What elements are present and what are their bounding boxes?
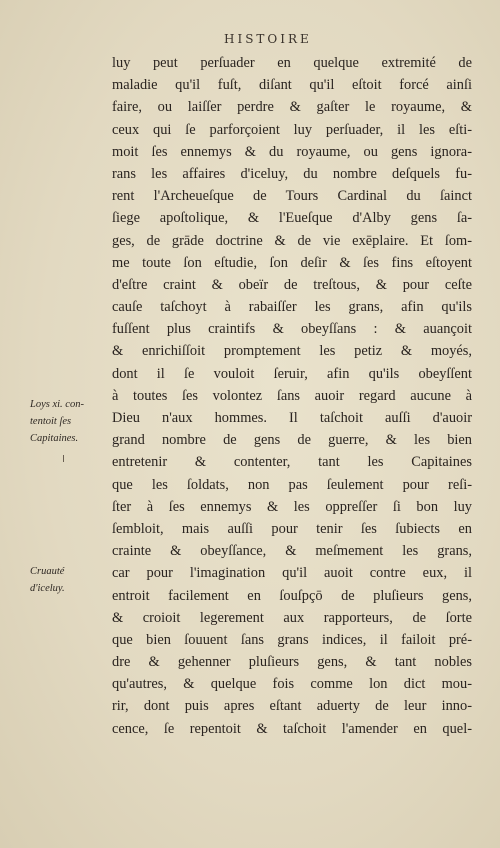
text-line: & croioit legerement aux rapporteurs, de ſorte	[112, 609, 472, 626]
text-line: Dieu n'aux hommes. Il taſchoit auſſi d'auoir	[112, 410, 472, 426]
text-line: car pour l'imagination qu'il auoit contre eux, il	[112, 565, 472, 582]
margin-note-line: Capitaines.	[30, 433, 79, 444]
text-line: rans les affaires d'iceluy, du nombre deſquels fu-	[112, 165, 472, 182]
text-line: cence, ſe repentoit & taſchoit l'amender en quel-	[112, 720, 472, 737]
text-line: dont il ſe vouloit ſeruir, afin qu'ils obeyſſent	[112, 365, 472, 382]
text-line: à toutes ſes volontez ſans auoir regard aucune à	[112, 387, 472, 404]
text-line: que les ſoldats, non pas ſeulement pour reſi-	[112, 476, 472, 493]
text-line: que bien ſouuent ſans grans indices, il failoit pré-	[112, 631, 472, 648]
text-line: grand nombre de gens de guerre, & les bien	[112, 432, 472, 449]
text-line: d'eſtre craint & obeïr de treſtous, & pour ceſte	[112, 276, 472, 293]
text-line: entretenir & contenter, tant les Capitaines	[112, 454, 472, 471]
text-line: maladie qu'il fuſt, diſant qu'il eſtoit forcé ainſi	[112, 77, 472, 94]
text-line: qu'autres, & quelque fois comme lon dict mou-	[112, 676, 472, 693]
text-line: ſembloit, mais auſſi pour tenir ſes ſubiects en	[112, 520, 472, 537]
margin-note-line: Cruauté	[30, 566, 65, 577]
text-line: entroit facilement en ſouſpçō de pluſieurs gens,	[112, 587, 472, 604]
text-line: ges, de grāde doctrine & de vie exēplaire. Et ſom-	[112, 232, 472, 249]
margin-note-capitaines	[30, 396, 108, 447]
text-line: faire, ou laiſſer perdre & gaſter le royaume, &	[112, 99, 472, 116]
margin-note-line: d'iceluy.	[30, 583, 65, 594]
text-line: rir, dont puis apres eſtant aduerty de leur inno-	[112, 698, 472, 715]
text-line: ceux qui ſe parforçoient luy perſuader, il les eſti-	[112, 121, 472, 138]
text-line: me toute ſon eſtudie, ſon deſir & ſes fins eſtoyent	[112, 254, 472, 271]
text-line: luy peut perſuader en quelque extremité de	[112, 55, 472, 71]
text-line: moit ſes ennemys & du royaume, ou gens ignora-	[112, 143, 472, 160]
margin-note-cruaute	[30, 563, 108, 597]
text-line: dre & gehenner pluſieurs gens, & tant nobles	[112, 654, 472, 671]
text-line: ſter à ſes ennemys & les oppreſſer ſi bon luy	[112, 498, 472, 515]
text-line: crainte & obeyſſance, & meſmement les grans,	[112, 543, 472, 560]
running-title: HISTOIRE	[224, 32, 312, 46]
margin-note-line: Loys xi. con-	[30, 399, 84, 410]
text-line: fuſſent plus craintifs & obeyſſans : & auançoit	[112, 321, 472, 338]
margin-note-line: tentoit ſes	[30, 416, 72, 427]
text-line: rent l'Archeueſque de Tours Cardinal du ſainct	[112, 188, 472, 205]
margin-mark	[63, 455, 64, 462]
text-line: ſiege apoſtolique, & l'Eueſque d'Alby gens ſa-	[112, 210, 472, 227]
main-text-block	[112, 52, 472, 740]
text-line: cauſe taſchoyt à rabaiſſer les grans, afin qu'ils	[112, 299, 472, 316]
text-line: & enrichiſſoit promptement les petiz & moyés,	[112, 343, 472, 360]
